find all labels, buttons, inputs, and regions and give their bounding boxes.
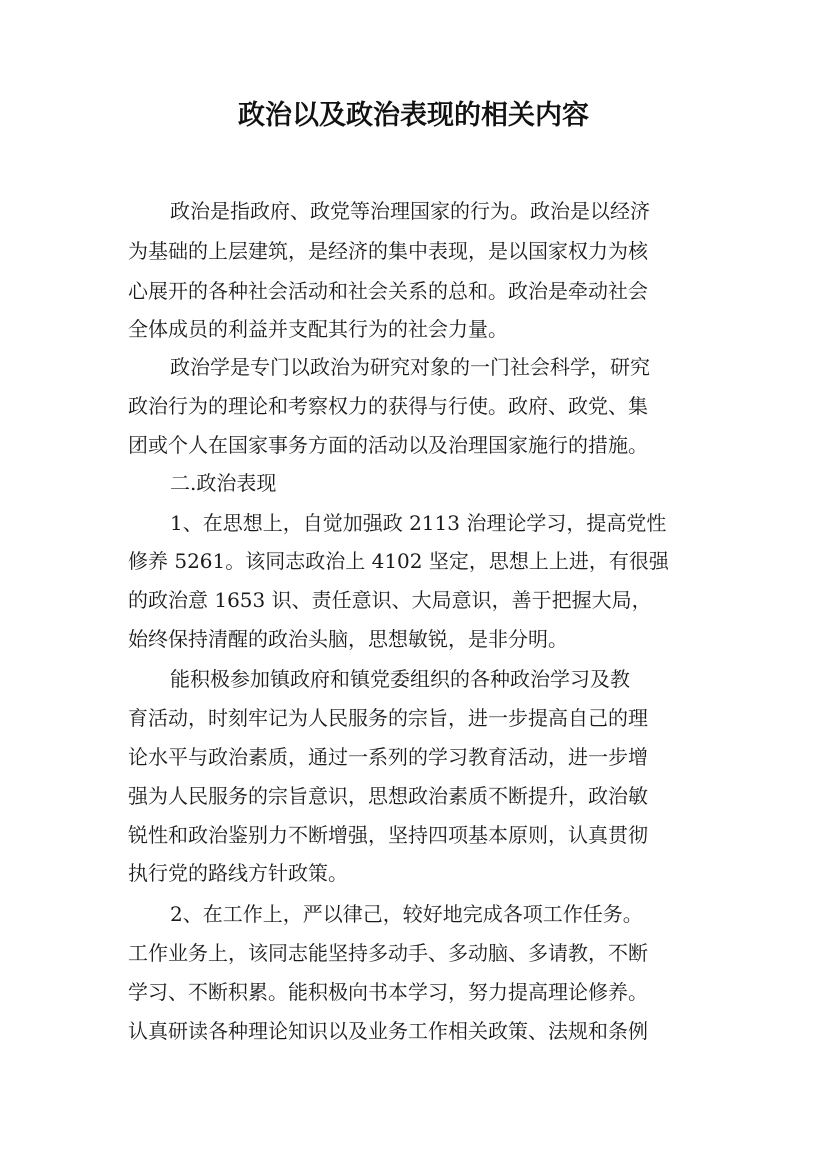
paragraph-line: 锐性和政治鉴别力不断增强，坚持四项基本原则，认真贯彻 bbox=[128, 823, 648, 847]
paragraph-line: 1、在思想上，自觉加强政 2113 治理论学习，提高党性 bbox=[170, 511, 667, 535]
paragraph-line: 全体成员的利益并支配其行为的社会力量。 bbox=[128, 317, 508, 341]
paragraph-line: 的政治意 1653 识、责任意识、大局意识，善于把握大局， bbox=[128, 588, 652, 612]
paragraph-line: 学习、不断积累。能积极向书本学习，努力提高理论修养。 bbox=[128, 980, 648, 1004]
paragraph-line: 为基础的上层建筑，是经济的集中表现，是以国家权力为核 bbox=[128, 239, 648, 263]
paragraph-line: 工作业务上，该同志能坚持多动手、多动脑、多请教，不断 bbox=[128, 941, 648, 965]
document-title: 政治以及政治表现的相关内容 bbox=[238, 100, 589, 131]
paragraph-line: 2、在工作上，严以律己，较好地完成各项工作任务。 bbox=[170, 902, 643, 926]
paragraph-line: 政治学是专门以政治为研究对象的一门社会科学，研究 bbox=[170, 355, 650, 379]
paragraph-line: 能积极参加镇政府和镇党委组织的各种政治学习及教 bbox=[170, 667, 630, 691]
paragraph-line: 执行党的路线方针政策。 bbox=[128, 861, 348, 885]
paragraph-line: 始终保持清醒的政治头脑，思想敏锐，是非分明。 bbox=[128, 627, 568, 651]
paragraph-line: 论水平与政治素质，通过一系列的学习教育活动，进一步增 bbox=[128, 745, 648, 769]
section-heading: 二.政治表现 bbox=[170, 471, 277, 495]
paragraph-line: 认真研读各种理论知识以及业务工作相关政策、法规和条例 bbox=[128, 1019, 648, 1043]
paragraph-line: 政治行为的理论和考察权力的获得与行使。政府、政党、集 bbox=[128, 394, 648, 418]
paragraph-line: 修养 5261。该同志政治上 4102 坚定，思想上上进，有很强 bbox=[128, 549, 669, 573]
paragraph-line: 团或个人在国家事务方面的活动以及治理国家施行的措施。 bbox=[128, 433, 648, 457]
paragraph-line: 育活动，时刻牢记为人民服务的宗旨，进一步提高自己的理 bbox=[128, 706, 648, 730]
paragraph-line: 心展开的各种社会活动和社会关系的总和。政治是牵动社会 bbox=[128, 279, 648, 303]
paragraph-line: 强为人民服务的宗旨意识，思想政治素质不断提升，政治敏 bbox=[128, 784, 648, 808]
paragraph-line: 政治是指政府、政党等治理国家的行为。政治是以经济 bbox=[170, 199, 650, 223]
